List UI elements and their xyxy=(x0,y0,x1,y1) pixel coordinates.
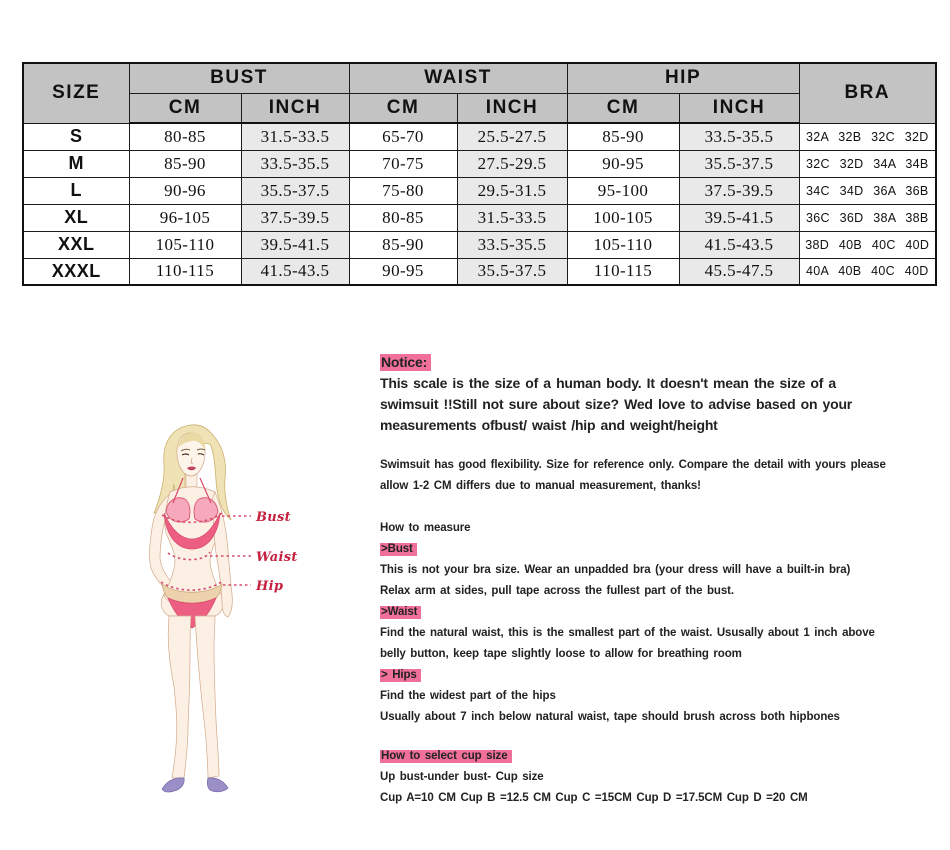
waist-inch-cell: 33.5-35.5 xyxy=(457,231,567,258)
bust-label: Bust xyxy=(256,510,291,525)
hip-cm-cell: 105-110 xyxy=(567,231,679,258)
subheader-bust-inch: INCH xyxy=(241,93,349,123)
waist-cm-cell: 80-85 xyxy=(349,204,457,231)
hip-inch-cell: 39.5-41.5 xyxy=(679,204,799,231)
bust-cm-cell: 80-85 xyxy=(129,123,241,150)
notice-line-3: measurements ofbust/ waist /hip and weight/height xyxy=(380,417,718,433)
bra-cell: 40A 40B 40C 40D xyxy=(799,258,936,285)
figure-right-leg xyxy=(195,616,219,778)
cup-size-line-2: Cup A=10 CM Cup B =12.5 CM Cup C =15CM Cup D =17.5CM Cup D =20 CM xyxy=(380,792,808,804)
hip-cm-cell: 95-100 xyxy=(567,177,679,204)
notes-panel xyxy=(380,352,950,809)
bust-inch-cell: 41.5-43.5 xyxy=(241,258,349,285)
hip-cm-cell: 100-105 xyxy=(567,204,679,231)
waist-label: Waist xyxy=(256,550,298,565)
subheader-bust-cm: CM xyxy=(129,93,241,123)
bra-cell: 38D 40B 40C 40D xyxy=(799,231,936,258)
size-cell: M xyxy=(23,150,129,177)
size-cell: XXXL xyxy=(23,258,129,285)
hip-cm-cell: 85-90 xyxy=(567,123,679,150)
hip-cm-cell: 110-115 xyxy=(567,258,679,285)
table-row-m xyxy=(23,150,936,177)
figure-sketch-svg xyxy=(110,420,380,810)
col-header-waist: WAIST xyxy=(349,63,567,93)
notice-line-1: This scale is the size of a human body. It doesn't mean the size of a xyxy=(380,375,836,391)
hips-instruction-2: Usually about 7 inch below natural waist, tape should brush across both hipbones xyxy=(380,711,840,723)
subheader-hip-cm: CM xyxy=(567,93,679,123)
bust-inch-cell: 31.5-33.5 xyxy=(241,123,349,150)
col-header-bra: BRA xyxy=(799,63,936,123)
table-row-xxxl xyxy=(23,258,936,285)
waist-inch-cell: 27.5-29.5 xyxy=(457,150,567,177)
hips-instruction-1: Find the widest part of the hips xyxy=(380,690,556,702)
flexibility-line-2: allow 1-2 CM differs due to manual measurement, thanks! xyxy=(380,480,701,492)
subheader-hip-inch: INCH xyxy=(679,93,799,123)
size-cell: XXL xyxy=(23,231,129,258)
bust-inch-cell: 33.5-35.5 xyxy=(241,150,349,177)
bust-inch-cell: 37.5-39.5 xyxy=(241,204,349,231)
waist-inch-cell: 29.5-31.5 xyxy=(457,177,567,204)
waist-inch-cell: 25.5-27.5 xyxy=(457,123,567,150)
bust-cm-cell: 90-96 xyxy=(129,177,241,204)
flexibility-line-1: Swimsuit has good flexibility. Size for reference only. Compare the detail with yours please xyxy=(380,459,886,471)
cup-size-heading xyxy=(380,746,950,767)
hip-inch-cell: 35.5-37.5 xyxy=(679,150,799,177)
bra-cell: 32C 32D 34A 34B xyxy=(799,150,936,177)
notice-heading xyxy=(380,352,950,373)
figure-left-leg xyxy=(168,616,191,778)
hips-section-heading xyxy=(380,665,950,686)
bust-section-heading-text: >Bust xyxy=(380,543,417,556)
shoe-right xyxy=(207,778,228,792)
bra-cell: 32A 32B 32C 32D xyxy=(799,123,936,150)
waist-section-heading xyxy=(380,602,950,623)
waist-cm-cell: 85-90 xyxy=(349,231,457,258)
subheader-waist-cm: CM xyxy=(349,93,457,123)
waist-cm-cell: 90-95 xyxy=(349,258,457,285)
notice-line-2: swimsuit !!Still not sure about size? Wed love to advise based on your xyxy=(380,396,853,412)
hip-inch-cell: 41.5-43.5 xyxy=(679,231,799,258)
waist-inch-cell: 35.5-37.5 xyxy=(457,258,567,285)
waist-cm-cell: 70-75 xyxy=(349,150,457,177)
waist-instruction-2: belly button, keep tape slightly loose to allow for breathing room xyxy=(380,648,742,660)
size-cell: S xyxy=(23,123,129,150)
col-header-hip: HIP xyxy=(567,63,799,93)
size-chart-table xyxy=(22,62,937,286)
table-row-l xyxy=(23,177,936,204)
bra-cell: 34C 34D 36A 36B xyxy=(799,177,936,204)
how-to-measure-heading: How to measure xyxy=(380,522,471,534)
notice-heading-text: Notice: xyxy=(380,354,431,371)
table-row-s xyxy=(23,123,936,150)
measurement-figure xyxy=(110,420,380,810)
bust-cm-cell: 110-115 xyxy=(129,258,241,285)
bust-inch-cell: 35.5-37.5 xyxy=(241,177,349,204)
bust-cm-cell: 85-90 xyxy=(129,150,241,177)
col-header-size: SIZE xyxy=(23,63,129,123)
table-row-xxl xyxy=(23,231,936,258)
waist-section-heading-text: >Waist xyxy=(380,606,421,619)
cup-size-line-1: Up bust-under bust- Cup size xyxy=(380,771,544,783)
size-cell: XL xyxy=(23,204,129,231)
bust-instruction-1: This is not your bra size. Wear an unpadded bra (your dress will have a built-in bra) xyxy=(380,564,851,576)
waist-cm-cell: 75-80 xyxy=(349,177,457,204)
hip-cm-cell: 90-95 xyxy=(567,150,679,177)
waist-inch-cell: 31.5-33.5 xyxy=(457,204,567,231)
bust-instruction-2: Relax arm at sides, pull tape across the fullest part of the bust. xyxy=(380,585,734,597)
size-cell: L xyxy=(23,177,129,204)
subheader-waist-inch: INCH xyxy=(457,93,567,123)
bust-cm-cell: 96-105 xyxy=(129,204,241,231)
hip-inch-cell: 45.5-47.5 xyxy=(679,258,799,285)
bra-cell: 36C 36D 38A 38B xyxy=(799,204,936,231)
hip-label: Hip xyxy=(256,579,284,594)
col-header-bust: BUST xyxy=(129,63,349,93)
hips-section-heading-text: > Hips xyxy=(380,669,421,682)
bust-section-heading xyxy=(380,539,950,560)
waist-instruction-1: Find the natural waist, this is the smallest part of the waist. Ususally about 1 inch above xyxy=(380,627,875,639)
table-row-xl xyxy=(23,204,936,231)
hip-inch-cell: 33.5-35.5 xyxy=(679,123,799,150)
bust-cm-cell: 105-110 xyxy=(129,231,241,258)
cup-size-heading-text: How to select cup size xyxy=(380,750,512,763)
shoe-left xyxy=(162,778,184,792)
hip-inch-cell: 37.5-39.5 xyxy=(679,177,799,204)
bust-inch-cell: 39.5-41.5 xyxy=(241,231,349,258)
waist-cm-cell: 65-70 xyxy=(349,123,457,150)
